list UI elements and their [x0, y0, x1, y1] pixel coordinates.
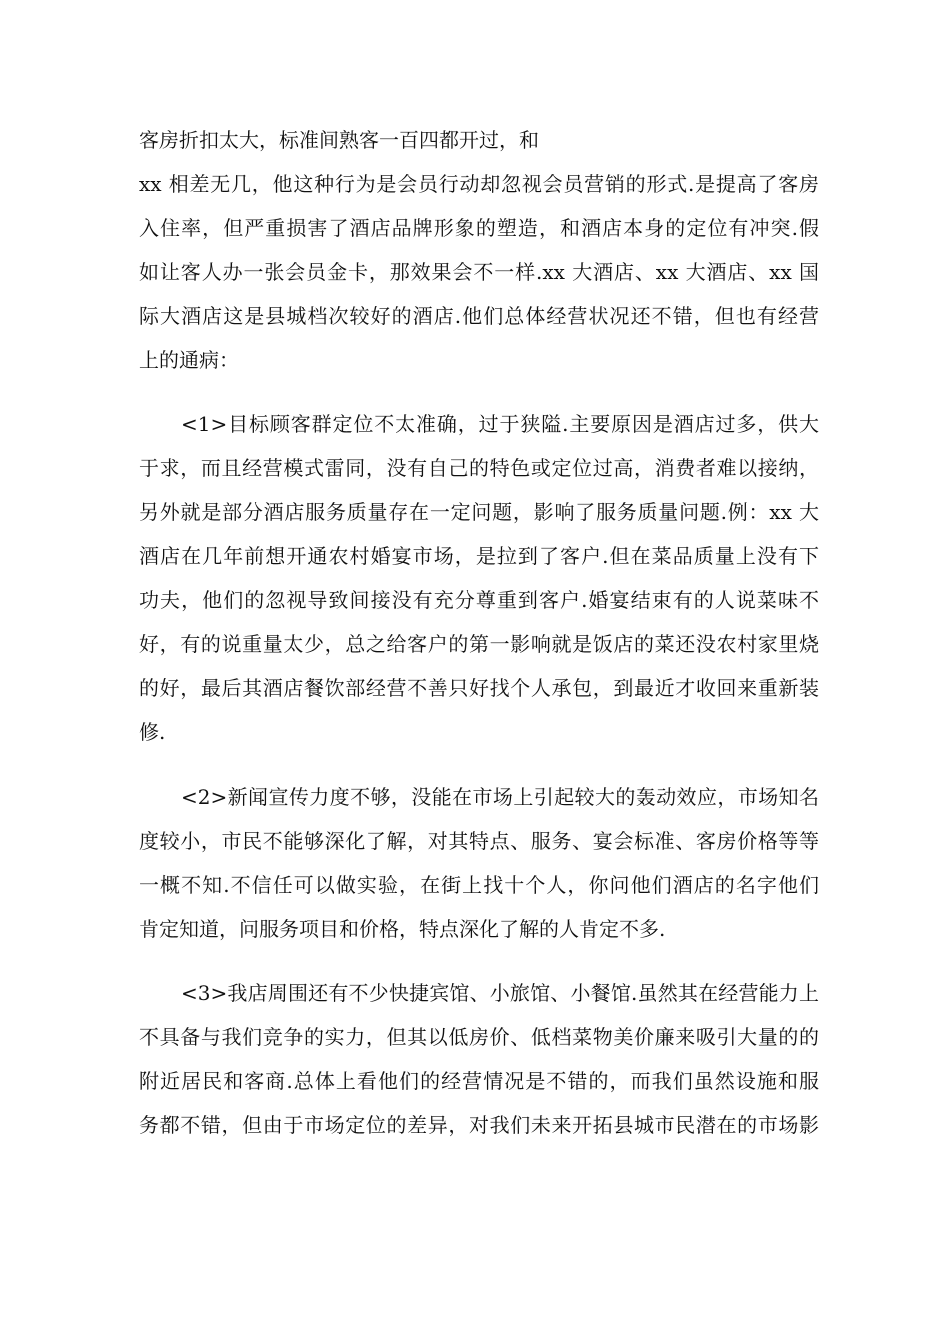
text-line: 好，有的说重量太少，总之给客户的第一影响就是饭店的菜还没农村家里烧: [139, 632, 819, 656]
text-line: 度较小，市民不能够深化了解，对其特点、服务、宴会标准、客房价格等等: [139, 829, 819, 853]
text-line: <2>新闻宣传力度不够，没能在市场上引起较大的轰动效应，市场知名: [181, 785, 819, 809]
text-line: <1>目标顾客群定位不太准确，过于狭隘.主要原因是酒店过多，供大: [181, 412, 819, 436]
text-line: 肯定知道，问服务项目和价格，特点深化了解的人肯定不多.: [139, 917, 666, 941]
text-line: 附近居民和客商.总体上看他们的经营情况是不错的，而我们虽然设施和服: [139, 1069, 819, 1093]
text-line: 另外就是部分酒店服务质量存在一定问题，影响了服务质量问题.例：xx 大: [139, 500, 819, 524]
text-line: xx 相差无几，他这种行为是会员行动却忽视会员营销的形式.是提高了客房: [139, 172, 819, 196]
text-line: 功夫，他们的忽视导致间接没有充分尊重到客户.婚宴结束有的人说菜味不: [139, 588, 819, 612]
text-line: 如让客人办一张会员金卡，那效果会不一样.xx 大酒店、xx 大酒店、xx 国: [139, 260, 819, 284]
text-line: 客房折扣太大，标准间熟客一百四都开过，和: [139, 128, 539, 152]
text-line: 酒店在几年前想开通农村婚宴市场，是拉到了客户.但在菜品质量上没有下: [139, 544, 819, 568]
text-line: 上的通病：: [139, 348, 239, 372]
text-line: 修.: [139, 720, 166, 744]
text-line: 入住率，但严重损害了酒店品牌形象的塑造，和酒店本身的定位有冲突.假: [139, 216, 819, 240]
text-line: 务都不错，但由于市场定位的差异，对我们未来开拓县城市民潜在的市场影: [139, 1113, 819, 1137]
text-line: 于求，而且经营模式雷同，没有自己的特色或定位过高，消费者难以接纳，: [139, 456, 819, 480]
text-line: 一概不知.不信任可以做实验，在街上找十个人，你问他们酒店的名字他们: [139, 873, 819, 897]
text-line: 不具备与我们竞争的实力，但其以低房价、低档菜物美价廉来吸引大量的的: [139, 1025, 819, 1049]
text-line: <3>我店周围还有不少快捷宾馆、小旅馆、小餐馆.虽然其在经营能力上: [181, 981, 819, 1005]
text-line: 际大酒店这是县城档次较好的酒店.他们总体经营状况还不错，但也有经营: [139, 304, 819, 328]
text-line: 的好，最后其酒店餐饮部经营不善只好找个人承包，到最近才收回来重新装: [139, 676, 819, 700]
